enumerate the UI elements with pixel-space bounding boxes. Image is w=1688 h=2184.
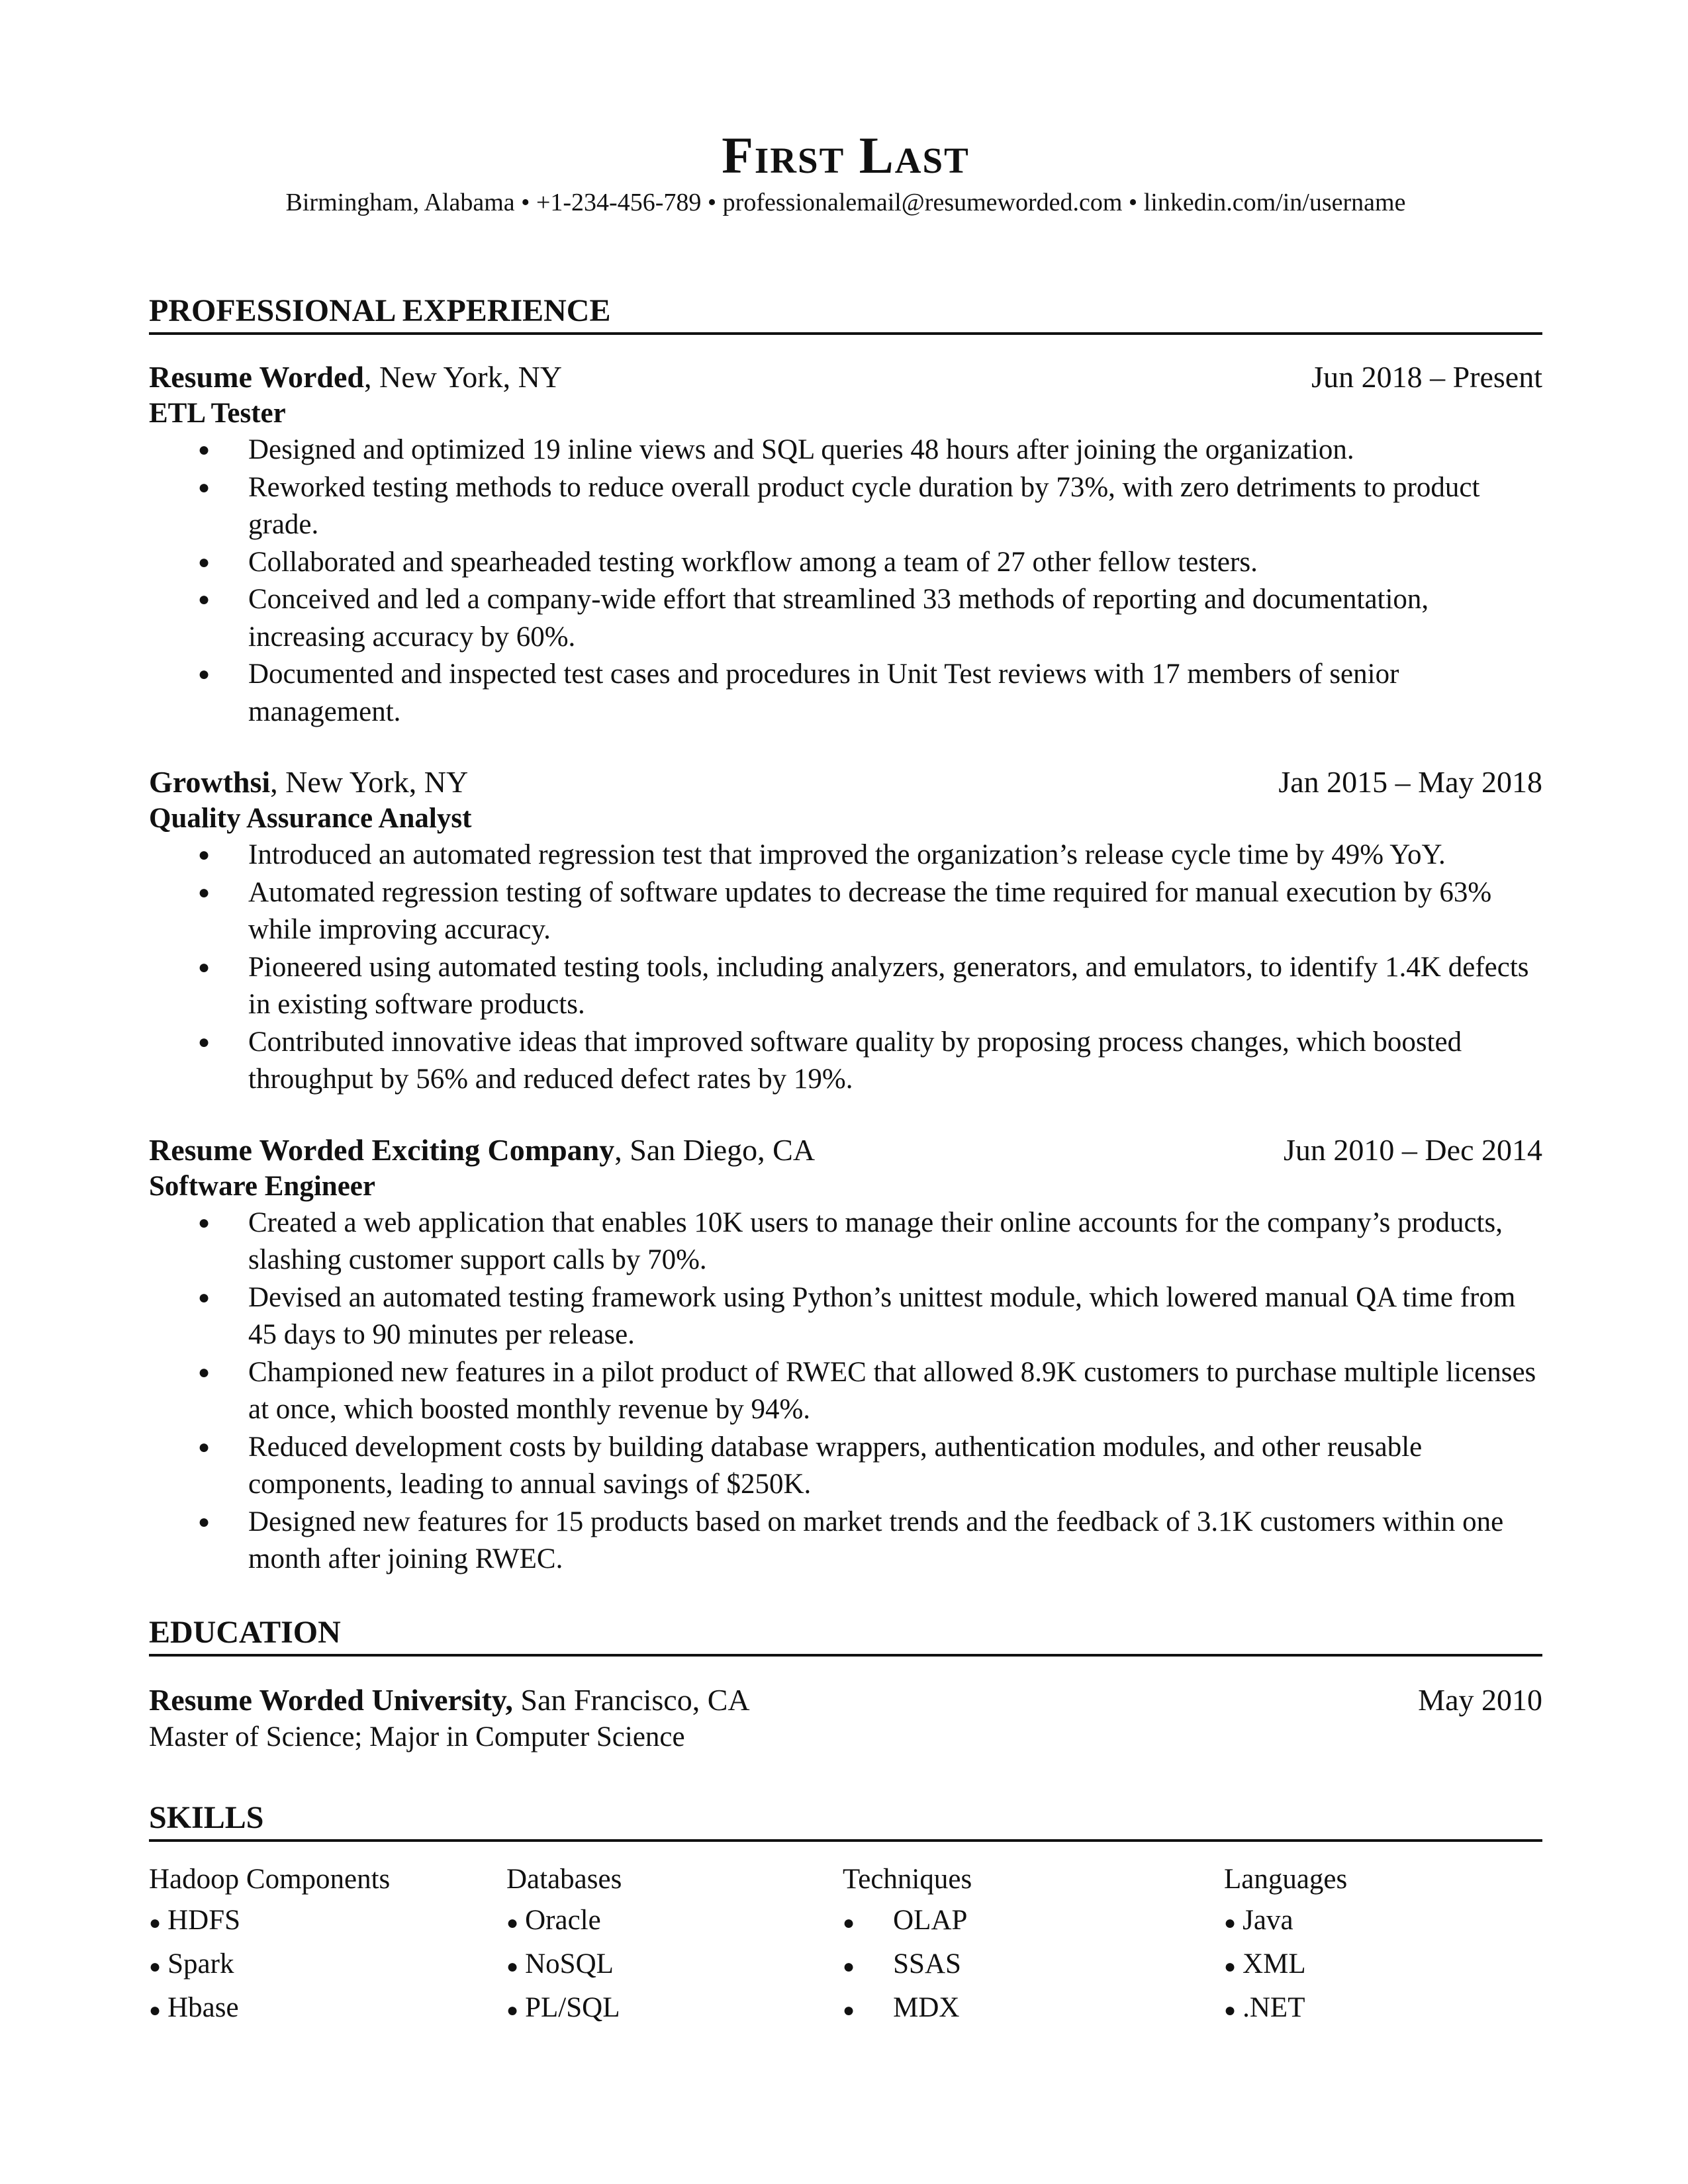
bullet-dot-icon: ● [1224,1999,1237,2021]
bullet-dot-icon: ● [198,844,211,866]
skill-column [843,1859,1224,2031]
job-entry [149,359,1542,731]
bullet-item [149,1429,1542,1504]
education-date: May 2010 [1418,1682,1542,1717]
bullet-text: Pioneered using automated testing tools, including analyzers, generators, and emulators, to identify 1.4K defects in existing software products. [248,951,1529,1020]
skill-name: PL/SQL [525,1991,620,2023]
skill-name: Oracle [525,1904,601,1936]
bullet-dot-icon: ● [198,663,211,685]
company-location: , New York, NY [364,360,563,394]
skill-item [506,1987,843,2031]
bullet-item [149,1024,1542,1099]
skill-name: HDFS [167,1904,241,1936]
skill-heading: Techniques [843,1863,972,1895]
section-title-education: EDUCATION [149,1614,1542,1657]
bullet-item [149,1504,1542,1578]
school-name: Resume Worded University, [149,1682,513,1717]
bullet-text: Introduced an automated regression test that improved the organization’s release cycle time by 49% YoY. [248,839,1446,870]
section-title-experience: PROFESSIONAL EXPERIENCE [149,293,1542,335]
bullet-text: Contributed innovative ideas that improved software quality by proposing process changes, which boosted throughput by 56% and reduced defect rates by 19%. [248,1026,1462,1095]
skill-heading: Languages [1224,1863,1348,1895]
bullet-dot-icon: ● [198,881,211,903]
bullet-text: Automated regression testing of software updates to decrease the time required for manual execution by 63% while improving accuracy. [248,876,1492,945]
skill-name: Spark [167,1948,234,1979]
company-name: Growthsi [149,765,271,799]
skill-name: NoSQL [525,1948,614,1979]
job-company-line [149,359,562,396]
bullet-text: Devised an automated testing framework using Python’s unittest module, which lowered manual QA time from 45 days to 90 minutes per release. [248,1281,1516,1350]
bullet-text: Designed new features for 15 products based on market trends and the feedback of 3.1K customers within one month after joining RWEC. [248,1506,1504,1574]
bullet-dot-icon: ● [198,1510,211,1533]
skill-item [506,1944,843,1987]
bullet-dot-icon: ● [843,1911,855,1934]
school-location: San Francisco, CA [512,1682,750,1717]
skills-grid [149,1859,1542,2031]
skill-item [149,1900,506,1944]
bullet-dot-icon: ● [843,1999,855,2021]
bullet-dot-icon: ● [198,956,211,978]
bullet-item [149,544,1542,582]
bullet-dot-icon: ● [198,1286,211,1308]
bullet-item [149,874,1542,949]
bullet-text: Reworked testing methods to reduce overall product cycle duration by 73%, with zero detriments to product grade. [248,471,1480,540]
job-company-line [149,1132,815,1169]
skill-item [1224,1944,1528,1987]
job-company-line [149,764,468,801]
bullet-item [149,656,1542,731]
skill-item [843,1900,1224,1944]
skill-name: MDX [893,1991,960,2023]
bullet-text: Collaborated and spearheaded testing workflow among a team of 27 other fellow testers. [248,546,1258,578]
skill-item [149,1987,506,2031]
bullet-item [149,1354,1542,1429]
education-school-line [149,1682,750,1719]
bullet-item [149,581,1542,656]
bullet-item [149,469,1542,544]
bullet-dot-icon: ● [149,1911,162,1934]
job-dates: Jan 2015 – May 2018 [1278,765,1542,799]
skill-column [1224,1859,1528,2031]
job-role: ETL Tester [149,398,286,429]
candidate-name: First Last [722,126,970,184]
experience-list [149,359,1542,1578]
job-bullets [149,837,1542,1099]
skill-name: SSAS [893,1948,961,1979]
job-entry [149,1132,1542,1578]
bullet-text: Documented and inspected test cases and procedures in Unit Test reviews with 17 members of senior management. [248,659,1399,727]
skill-name: Hbase [167,1991,239,2023]
bullet-dot-icon: ● [149,1999,162,2021]
skill-item [1224,1900,1528,1944]
resume-page [149,126,1542,2031]
job-role: Quality Assurance Analyst [149,803,472,834]
skill-heading: Hadoop Components [149,1863,391,1895]
contact-line: Birmingham, Alabama • +1-234-456-789 • professionalemail@resumeworded.com • linkedin.com/in/username [285,189,1406,216]
bullet-dot-icon: ● [198,439,211,461]
job-dates: Jun 2010 – Dec 2014 [1284,1132,1542,1167]
skill-item [843,1944,1224,1987]
skill-item [1224,1987,1528,2031]
bullet-dot-icon: ● [198,551,211,573]
skill-column [506,1859,843,2031]
bullet-dot-icon: ● [506,1955,519,1978]
bullet-item [149,949,1542,1024]
skill-name: XML [1243,1948,1306,1979]
bullet-text: Designed and optimized 19 inline views and SQL queries 48 hours after joining the organization. [248,434,1354,465]
bullet-dot-icon: ● [1224,1911,1237,1934]
bullet-item [149,432,1542,469]
company-location: , San Diego, CA [614,1132,816,1167]
bullet-dot-icon: ● [198,588,211,610]
bullet-dot-icon: ● [506,1911,519,1934]
bullet-item [149,1205,1542,1279]
company-name: Resume Worded [149,360,364,394]
skill-item [843,1987,1224,2031]
bullet-dot-icon: ● [149,1955,162,1978]
company-name: Resume Worded Exciting Company [149,1132,615,1167]
education-degree: Master of Science; Major in Computer Science [149,1721,685,1752]
bullet-text: Created a web application that enables 10K users to manage their online accounts for the company’s products, slashing customer support calls by 70%. [248,1206,1503,1275]
skill-column [149,1859,506,2031]
skill-item [506,1900,843,1944]
bullet-dot-icon: ● [506,1999,519,2021]
bullet-dot-icon: ● [843,1955,855,1978]
bullet-dot-icon: ● [198,476,211,498]
bullet-item [149,1279,1542,1354]
job-header [149,1132,1542,1169]
bullet-dot-icon: ● [198,1211,211,1234]
job-entry [149,764,1542,1099]
bullet-text: Reduced development costs by building database wrappers, authentication modules, and other reusable components, leading to annual savings of $250K. [248,1431,1423,1500]
skill-name: Java [1243,1904,1293,1936]
job-header [149,359,1542,396]
skill-heading: Databases [506,1863,622,1895]
bullet-text: Championed new features in a pilot product of RWEC that allowed 8.9K customers to purchase multiple licenses at once, which boosted monthly revenue by 94%. [248,1356,1536,1425]
company-location: , New York, NY [270,765,469,799]
job-role: Software Engineer [149,1170,375,1202]
bullet-dot-icon: ● [1224,1955,1237,1978]
bullet-dot-icon: ● [198,1435,211,1458]
job-bullets [149,1205,1542,1578]
job-dates: Jun 2018 – Present [1311,360,1542,394]
bullet-text: Conceived and led a company-wide effort that streamlined 33 methods of reporting and documentation, increasing accuracy by 60%. [248,584,1429,653]
section-title-skills: SKILLS [149,1799,1542,1842]
bullet-dot-icon: ● [198,1030,211,1053]
bullet-dot-icon: ● [198,1361,211,1383]
bullet-item [149,837,1542,874]
job-bullets [149,432,1542,731]
job-header [149,764,1542,801]
skill-name: OLAP [893,1904,968,1936]
skill-item [149,1944,506,1987]
skill-name: .NET [1243,1991,1305,2023]
education-header [149,1682,1542,1719]
